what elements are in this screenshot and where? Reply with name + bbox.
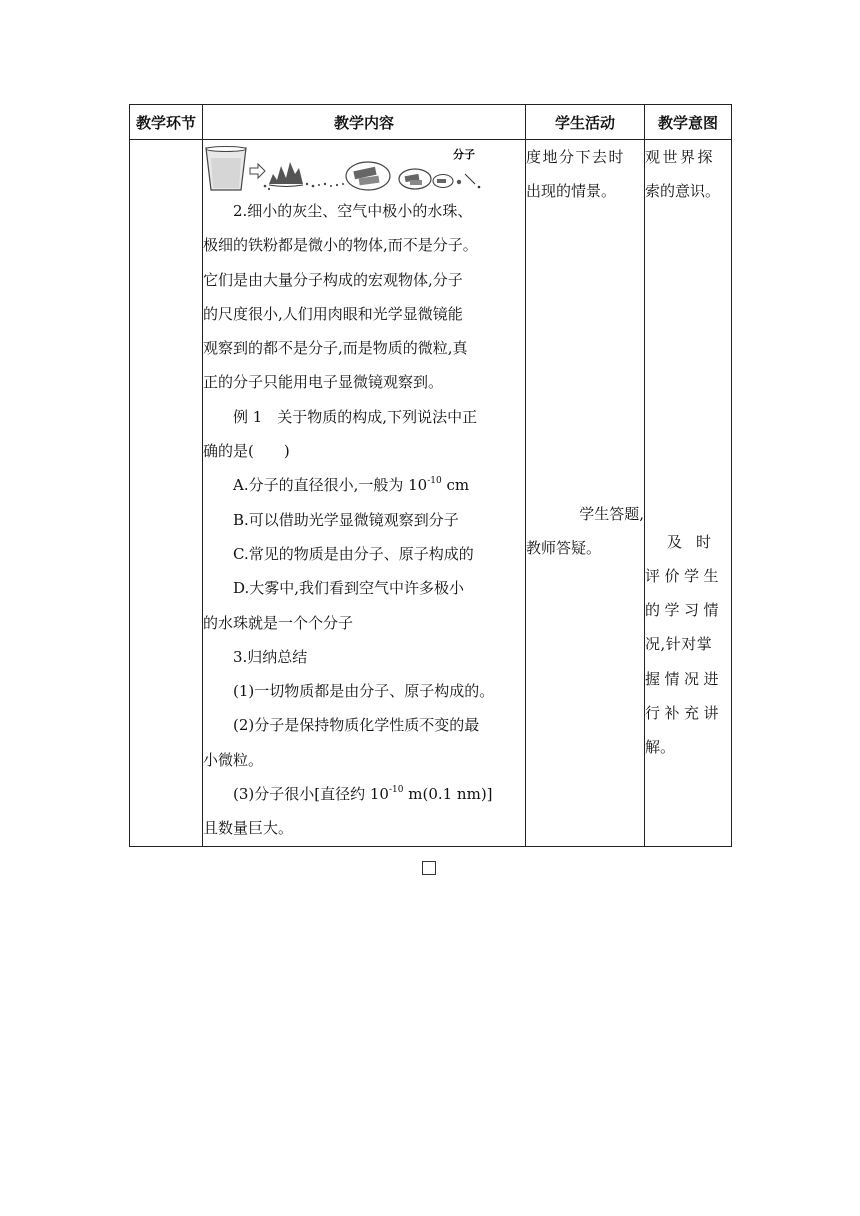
header-teaching-content: 教学内容 xyxy=(203,105,526,140)
student-answer-line: 学生答题, xyxy=(579,504,644,523)
student-answer-line: 教师答疑。 xyxy=(526,538,602,557)
option-c: C.常见的物质是由分子、原子构成的 xyxy=(233,544,474,563)
intent-eval-line: 行补充讲 xyxy=(645,704,724,723)
student-line: 度地分下去时 xyxy=(526,148,626,166)
intent-eval-line: 况,针对掌 xyxy=(645,635,713,654)
page-marker xyxy=(422,861,436,875)
intent-eval-line: 握情况进 xyxy=(645,669,724,688)
header-student-activity: 学生活动 xyxy=(526,105,645,140)
content-cell xyxy=(203,140,526,847)
lesson-plan-table xyxy=(129,104,732,847)
header-teaching-stage: 教学环节 xyxy=(130,105,203,140)
summary-item-2: (2)分子是保持物质化学性质不变的最 xyxy=(233,716,480,735)
table-row xyxy=(130,140,732,847)
option-a: A.分子的直径很小,一般为 $10^{-10}$ cm xyxy=(233,476,470,495)
content-line: 的尺度很小,人们用肉眼和光学显微镜能 xyxy=(203,304,463,323)
summary-item-2-cont: 小微粒。 xyxy=(203,750,264,769)
content-line: 2.细小的灰尘、空气中极小的水珠、 xyxy=(233,202,473,220)
arrow-icon xyxy=(250,164,265,178)
example-question-cont: 确的是( ) xyxy=(203,442,290,461)
header-teaching-intent: 教学意图 xyxy=(645,105,732,140)
student-line: 出现的情景。 xyxy=(526,182,617,201)
content-line: 它们是由大量分子构成的宏观物体,分子 xyxy=(203,270,463,289)
content-line: 极细的铁粉都是微小的物体,而不是分子。 xyxy=(203,236,478,255)
molecule-label: 分子 xyxy=(453,148,475,161)
intent-eval-line: 及时 xyxy=(666,532,725,551)
summary-title: 3.归纳总结 xyxy=(233,647,308,666)
powder-pile-icon xyxy=(269,162,303,184)
intent-line: 索的意识。 xyxy=(645,182,721,201)
summary-item-3-cont: 且数量巨大。 xyxy=(203,819,294,838)
table-header-row xyxy=(130,105,732,140)
option-b: B.可以借助光学显微镜观察到分子 xyxy=(233,510,459,529)
example-question: 例 1 关于物质的构成,下列说法中正 xyxy=(233,407,478,426)
stage-cell xyxy=(130,140,203,847)
intent-eval-line: 解。 xyxy=(645,738,676,757)
option-d-cont: 的水珠就是一个个分子 xyxy=(203,613,354,632)
intent-eval-line: 评价学生 xyxy=(645,566,724,585)
teaching-intent-cell xyxy=(645,140,732,847)
summary-item-3: (3)分子很小[直径约 $10^{-10}$ m(0.1 nm)] xyxy=(233,785,493,804)
content-line: 正的分子只能用电子显微镜观察到。 xyxy=(203,373,444,392)
intent-line: 观世界探 xyxy=(645,148,716,166)
content-line: 观察到的都不是分子,而是物质的微粒,真 xyxy=(203,339,468,358)
intent-eval-line: 的学习情 xyxy=(645,601,724,620)
illustration xyxy=(203,140,525,194)
dissolving-illustration xyxy=(203,144,523,194)
student-activity-cell xyxy=(526,140,645,847)
option-d: D.大雾中,我们看到空气中许多极小 xyxy=(233,579,465,598)
summary-item-1: (1)一切物质都是由分子、原子构成的。 xyxy=(233,682,495,701)
